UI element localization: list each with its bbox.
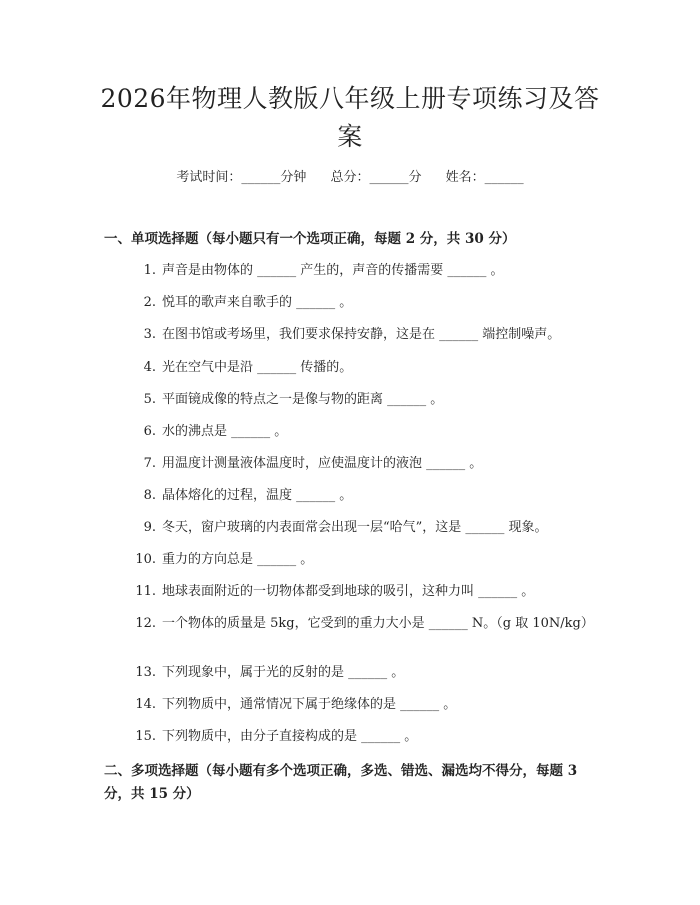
exam-time-label: 考试时间：______分钟 <box>176 170 307 185</box>
exam-info-line <box>0 168 700 188</box>
section-heading-single-choice: 一、单项选择题（每小题只有一个选项正确，每题 2 分，共 30 分） <box>104 231 516 247</box>
question-item <box>104 452 604 476</box>
question-number: 7. <box>143 456 156 471</box>
question-number: 3. <box>143 327 156 342</box>
question-number: 13. <box>135 665 156 680</box>
question-text: 声音是由物体的 ______ 产生的，声音的传播需要 ______ 。 <box>162 263 504 278</box>
question-number: 5. <box>143 392 156 407</box>
question-item <box>104 323 604 347</box>
question-text: 下列物质中，由分子直接构成的是 ______ 。 <box>162 729 418 744</box>
question-item <box>104 725 604 749</box>
question-text: 平面镜成像的特点之一是像与物的距离 ______ 。 <box>162 392 444 407</box>
question-item <box>104 548 604 572</box>
question-item <box>104 388 604 412</box>
question-number: 14. <box>135 697 156 712</box>
question-number: 12. <box>135 616 156 631</box>
question-text: 悦耳的歌声来自歌手的 ______ 。 <box>162 295 353 310</box>
question-text: 下列物质中，通常情况下属于绝缘体的是 ______ 。 <box>162 697 457 712</box>
question-text: 地球表面附近的一切物体都受到地球的吸引，这种力叫 ______ 。 <box>162 584 535 599</box>
question-text: 用温度计测量液体温度时，应使温度计的液泡 ______ 。 <box>162 456 483 471</box>
total-score-label: 总分：______分 <box>330 170 422 185</box>
question-number: 11. <box>135 584 156 599</box>
question-number: 9. <box>143 520 156 535</box>
page-title: 2026年物理人教版八年级上册专项练习及答案 <box>100 84 600 151</box>
question-text: 冬天，窗户玻璃的内表面常会出现一层“哈气”，这是 ______ 现象。 <box>162 520 548 535</box>
question-item <box>104 580 604 604</box>
question-item <box>104 259 604 283</box>
question-number: 1. <box>143 263 156 278</box>
question-number: 6. <box>143 424 156 439</box>
question-text: 光在空气中是沿 ______ 传播的。 <box>162 360 353 375</box>
question-text: 一个物体的质量是 5kg，它受到的重力大小是 ______ N。（g 取 10N/kg） <box>162 616 594 631</box>
question-number: 4. <box>143 360 156 375</box>
question-text: 在图书馆或考场里，我们要求保持安静，这是在 ______ 端控制噪声。 <box>162 327 561 342</box>
question-number: 10. <box>135 552 156 567</box>
question-item <box>104 356 604 380</box>
question-item <box>104 516 604 540</box>
question-item <box>104 693 604 717</box>
question-item <box>104 291 604 315</box>
student-name-label: 姓名：______ <box>445 170 524 185</box>
question-number: 8. <box>143 488 156 503</box>
question-item <box>104 484 604 508</box>
section-heading-multiple-choice: 二、多项选择题（每小题有多个选项正确，多选、错选、漏选均不得分，每题 3 分，共 15 分） <box>104 763 578 802</box>
question-text: 重力的方向总是 ______ 。 <box>162 552 314 567</box>
question-text: 下列现象中，属于光的反射的是 ______ 。 <box>162 665 405 680</box>
question-item <box>104 661 604 685</box>
question-number: 2. <box>143 295 156 310</box>
question-item <box>104 612 604 636</box>
question-item <box>104 420 604 444</box>
question-text: 晶体熔化的过程，温度 ______ 。 <box>162 488 353 503</box>
question-text: 水的沸点是 ______ 。 <box>162 424 288 439</box>
question-number: 15. <box>135 729 156 744</box>
